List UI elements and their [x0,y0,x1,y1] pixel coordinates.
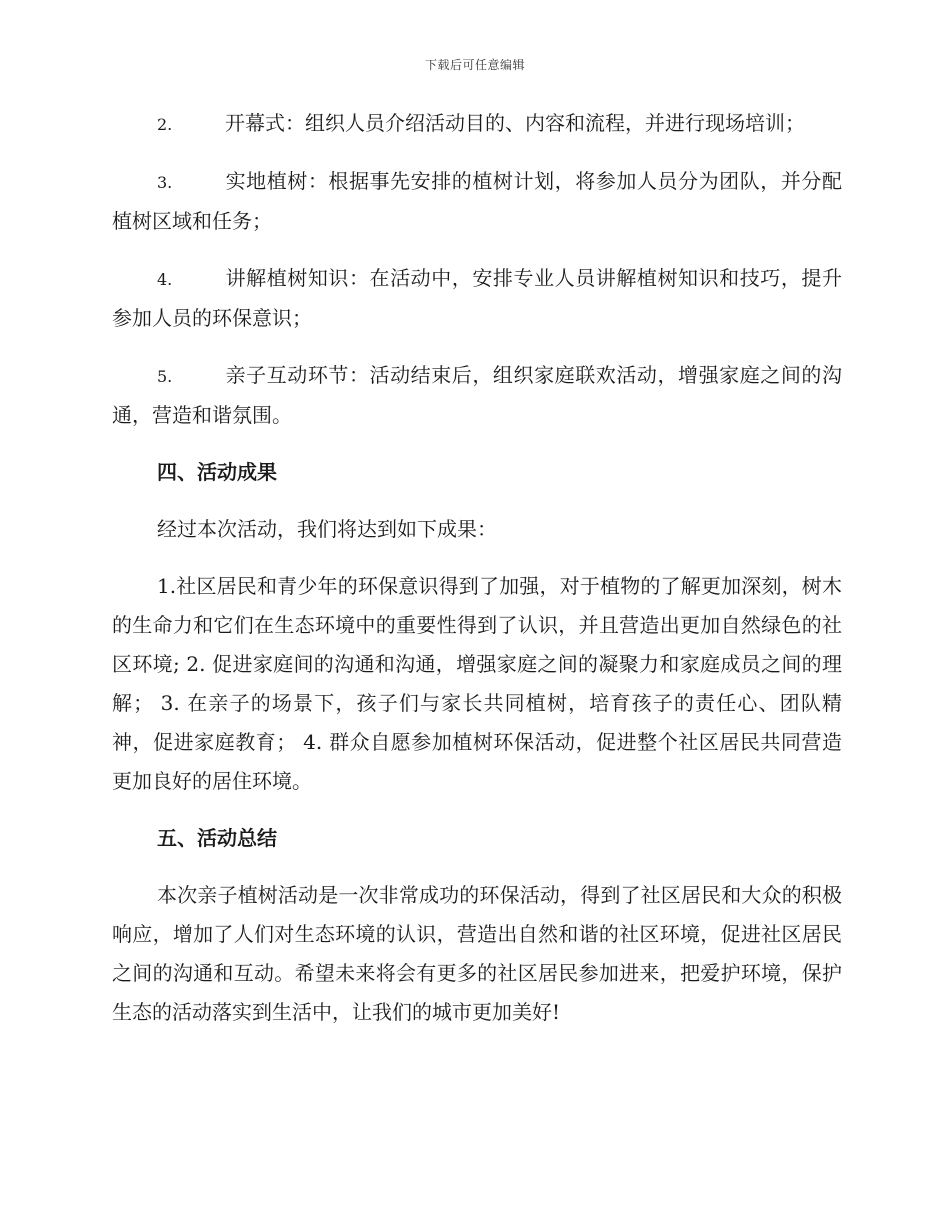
step-number: 2. [157,115,173,134]
step-text: 讲解植树知识：在活动中，安排专业人员讲解植树知识和技巧，提升参加人员的环保意识； [112,266,842,330]
summary-paragraph: 本次亲子植树活动是一次非常成功的环保活动，得到了社区居民和大众的积极响应，增加了人们对生态环境的认识，营造出自然和谐的社区环境，促进社区居民之间的沟通和互动。希望未来将会有更多的社区居民参加进来，把爱护环境，保护生态的活动落实到生活中，让我们的城市更加美好! [112,883,842,1024]
step-number: 4. [157,270,173,289]
step-item [112,104,842,144]
results-intro: 经过本次活动，我们将达到如下成果： [157,517,497,541]
document-body [112,104,842,1050]
step-text: 实地植树：根据事先安排的植树计划，将参加人员分为团队，并分配植树区域和任务； [112,169,842,233]
step-text: 亲子互动环节：活动结束后，组织家庭联欢活动，增强家庭之间的沟通，营造和谐氛围。 [112,363,842,427]
step-item [112,259,842,338]
step-text: 开幕式：组织人员介绍活动目的、内容和流程，并进行现场培训； [225,111,805,135]
step-item [112,356,842,435]
section-heading-summary: 五、活动总结 [157,826,277,850]
step-item [112,162,842,241]
step-number: 3. [157,173,173,192]
page-header: 下载后可任意编辑 [424,58,525,72]
results-paragraph: 1.社区居民和青少年的环保意识得到了加强，对于植物的了解更加深刻，树木的生命力和它们在生态环境中的重要性得到了认识，并且营造出更加自然绿色的社区环境; 2. 促进家庭间的沟通和沟通，增强家庭之间的凝聚力和家庭成员之间的理解； 3. 在亲子的场景下，孩子们与家长共同植树，培育孩子的责任心、团队精神，促进家庭教育； 4. 群众自愿参加植树环保活动，促进整个社区居民共同营造更加良好的居住环境。 [112,574,842,793]
step-number: 5. [157,367,173,386]
section-heading-results: 四、活动成果 [157,460,277,484]
